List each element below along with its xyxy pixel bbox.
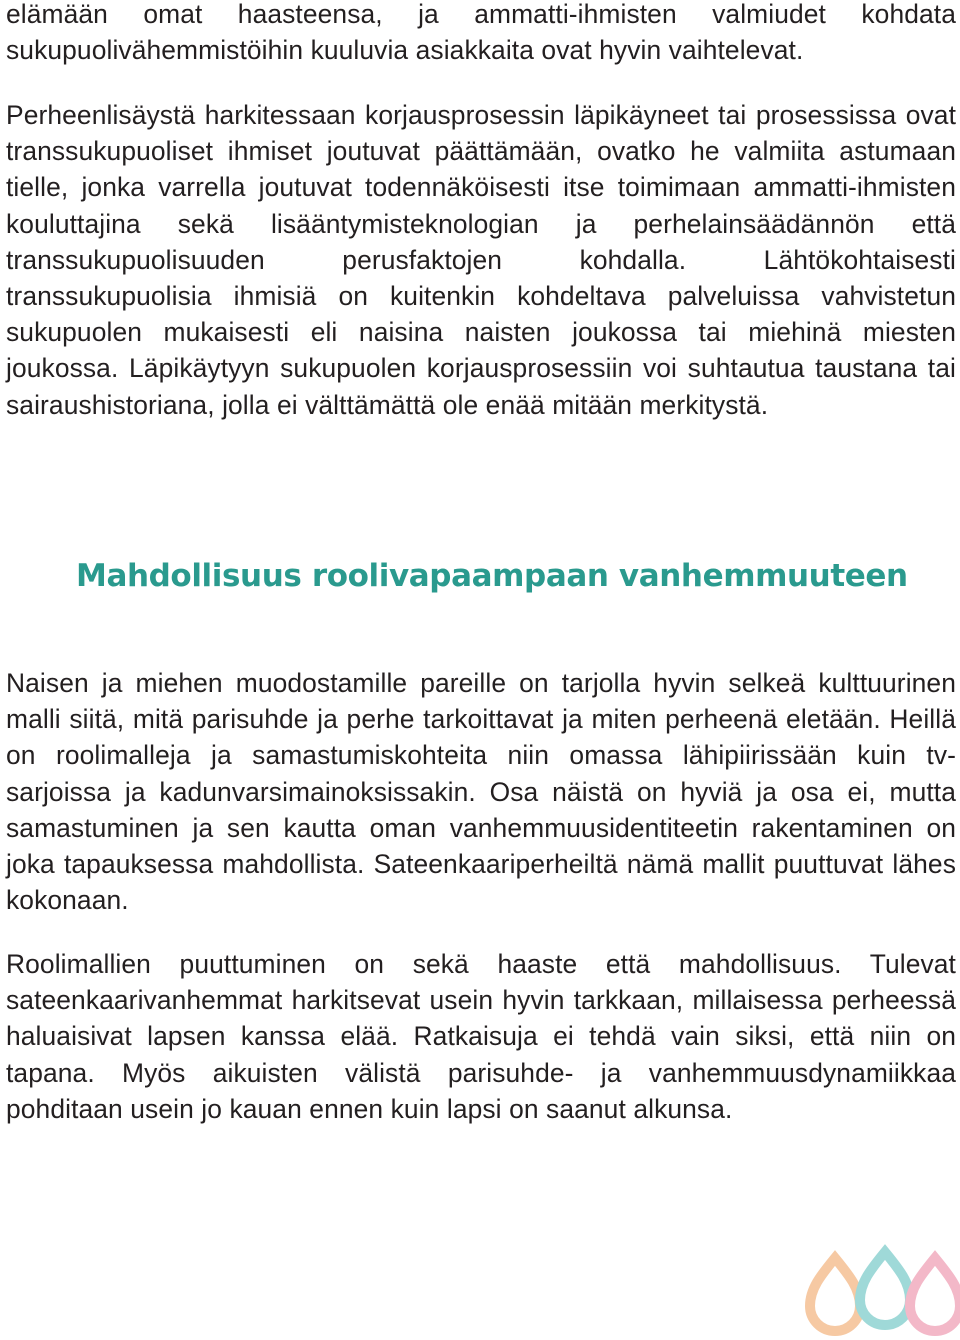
paragraph-3: Naisen ja miehen muodostamille pareille on tarjolla hyvin selkeä kulttuurinen malli siitä, mitä parisuhde ja perhe tarkoittavat ja miten perheenä eletään. Heillä on roolimalleja ja samastumiskohteita niin omassa lähipiirissään kuin tv-sarjoissa ja kadunvarsimainoksissakin. Osa näistä on hyviä ja osa ei, mutta samastuminen ja sen kautta oman vanhemmuusidentiteetin rakentaminen on joka tapauksessa mahdollista. Sateenkaariperheiltä nämä mallit puuttuvat lähes kokonaan. bbox=[6, 668, 956, 916]
paragraph-4: Roolimallien puuttuminen on sekä haaste että mahdollisuus. Tulevat sateenkaarivanhemmat harkitsevat usein hyvin tarkkaan, millaisessa perheessä haluaisivat lapsen kanssa elää. Ratkaisuja ei tehdä vain siksi, että niin on tapana. Myös aikuisten välistä parisuhde- ja vanhemmuusdynamiikkaa pohditaan usein jo kauan ennen kuin lapsi on saanut alkunsa. bbox=[6, 949, 956, 1124]
paragraph-2: Perheenlisäystä harkitessaan korjausprosessin läpikäyneet tai prosessissa ovat transsukupuoliset ihmiset joutuvat päättämään, ovatko he valmiita astumaan tielle, jonka varrella joutuvat todennäköisesti itse toimimaan ammatti-ihmisten kouluttajina sekä lisääntymisteknologian ja perhelainsäädännön että transsukupuolisuuden perusfaktojen kohdalla. Lähtökohtaisesti transsukupuolisia ihmisiä on kuitenkin kohdeltava palveluissa vahvistetun sukupuolen mukaisesti eli naisina naisten joukossa tai miehinä miesten joukossa. Läpikäytyyn sukupuolen korjausprosessiin voi suhtautua taustana tai sairaushistoriana, jolla ei välttämättä ole enää mitään merkitystä. bbox=[6, 100, 956, 420]
section-heading: Mahdollisuus roolivapaampaan vanhemmuuteen bbox=[76, 558, 908, 594]
three-drops-logo-icon bbox=[800, 1240, 960, 1340]
paragraph-1: elämään omat haasteensa, ja ammatti-ihmisten valmiudet kohdata sukupuolivähemmistöihin kuuluvia asiakkaita ovat hyvin vaihtelevat. bbox=[6, 0, 956, 66]
drop-orange-icon bbox=[810, 1258, 860, 1331]
drop-teal-icon bbox=[860, 1252, 910, 1325]
drop-pink-icon bbox=[910, 1258, 960, 1331]
